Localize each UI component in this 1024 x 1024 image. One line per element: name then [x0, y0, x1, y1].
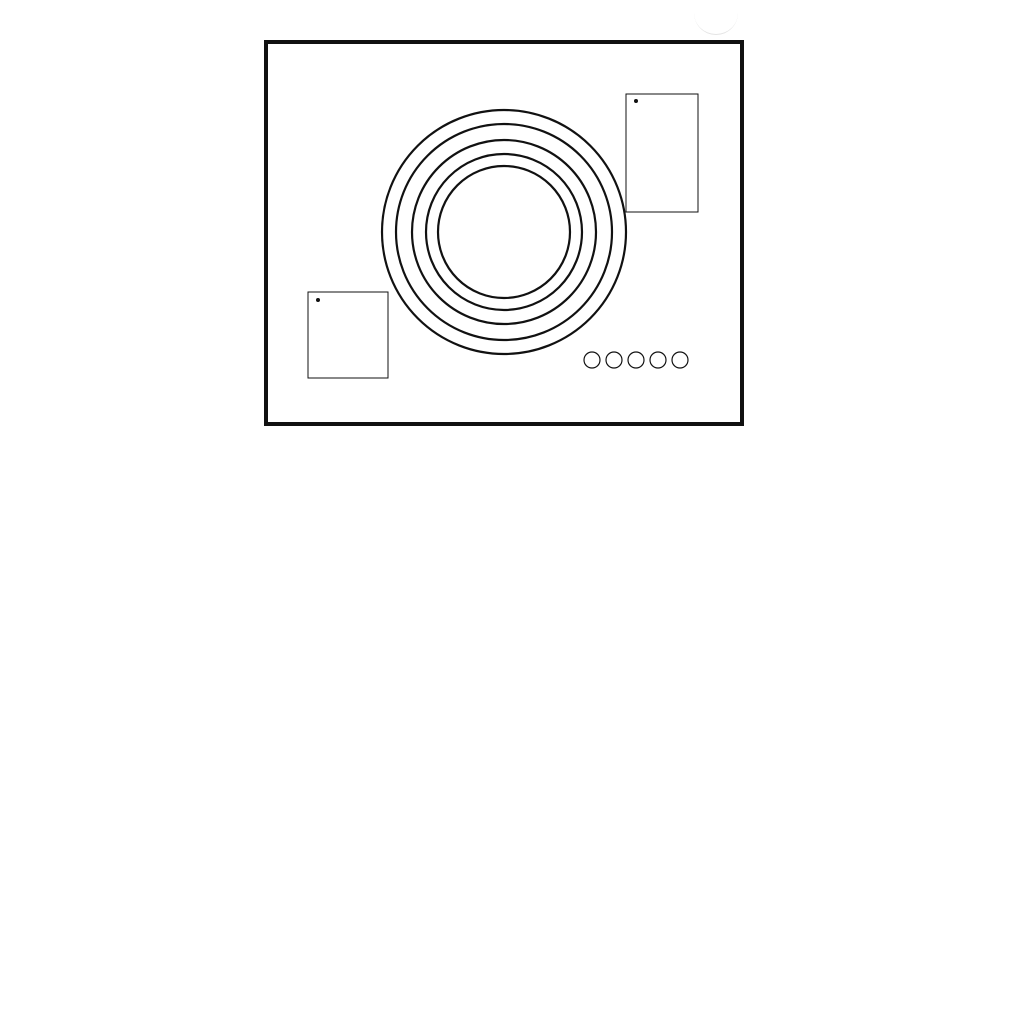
baking-mat-illustration — [264, 40, 744, 426]
partial-circle-decoration — [694, 0, 738, 35]
baking-mat-image — [264, 40, 744, 426]
measurement-table — [308, 292, 388, 378]
feature-list — [140, 500, 900, 530]
temperature-table — [626, 94, 698, 212]
